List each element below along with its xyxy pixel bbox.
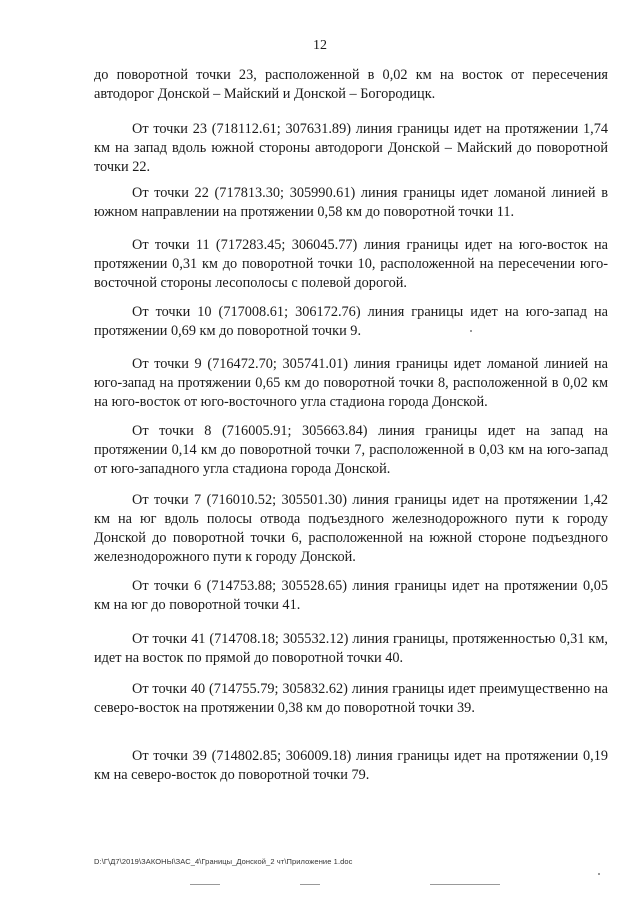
- footer-scan-line: [190, 884, 220, 885]
- footer-scan-line: [430, 884, 500, 885]
- scan-speck: [470, 330, 472, 332]
- paragraph-point-22: От точки 22 (717813.30; 305990.61) линия границы идет ломаной линией в южном направлении на протяжении 0,58 км до поворотной точки 11.: [94, 185, 608, 220]
- paragraph-point-23: От точки 23 (718112.61; 307631.89) линия границы идет на протяжении 1,74 км на запад вдоль южной стороны автодороги Донской – Майский до поворотной точки 22.: [94, 121, 608, 175]
- paragraph-point-10: От точки 10 (717008.61; 306172.76) линия границы идет на юго-запад на протяжении 0,69 км до поворотной точки 9.: [94, 304, 608, 339]
- paragraph-point-11: От точки 11 (717283.45; 306045.77) линия границы идет на юго-восток на протяжении 0,31 км до поворотной точки 10, расположенной на пересечении юго-восточной стороны лесополосы с полевой дорогой.: [94, 237, 608, 291]
- footer-file-path: D:\Г\Д7\2019\ЗАКОНЫ\ЗАС_4\Границы_Донской_2 чт\Приложение 1.doc: [94, 857, 353, 866]
- paragraph-point-7: От точки 7 (716010.52; 305501.30) линия границы идет на протяжении 1,42 км на юг вдоль полосы отвода подъездного железнодорожного пути к городу Донской до поворотной точки 6, расположенной на южной стороне подъездного железнодорожного пути к городу Донской.: [94, 492, 608, 565]
- paragraph-continuation: до поворотной точки 23, расположенной в 0,02 км на восток от пересечения автодорог Донской – Майский и Донской – Богородицк.: [94, 67, 608, 102]
- page-number: 12: [313, 38, 327, 53]
- paragraph-point-41: От точки 41 (714708.18; 305532.12) линия границы, протяженностью 0,31 км, идет на восток по прямой до поворотной точки 40.: [94, 631, 608, 666]
- paragraph-point-40: От точки 40 (714755.79; 305832.62) линия границы идет преимущественно на северо-восток на протяжении 0,38 км до поворотной точки 39.: [94, 681, 608, 716]
- paragraph-point-8: От точки 8 (716005.91; 305663.84) линия границы идет на запад на протяжении 0,14 км до поворотной точки 7, расположенной в 0,03 км на юго-запад от юго-западного угла стадиона города Донской.: [94, 423, 608, 477]
- paragraph-point-6: От точки 6 (714753.88; 305528.65) линия границы идет на протяжении 0,05 км на юг до поворотной точки 41.: [94, 578, 608, 613]
- scan-speck: [598, 873, 600, 875]
- paragraph-point-9: От точки 9 (716472.70; 305741.01) линия границы идет ломаной линией на юго-запад на протяжении 0,65 км до поворотной точки 8, расположенной в 0,02 км на юго-восток от юго-восточного угла стадиона города Донской.: [94, 356, 608, 410]
- paragraph-point-39: От точки 39 (714802.85; 306009.18) линия границы идет на протяжении 0,19 км на северо-восток до поворотной точки 79.: [94, 748, 608, 783]
- footer-scan-line: [300, 884, 320, 885]
